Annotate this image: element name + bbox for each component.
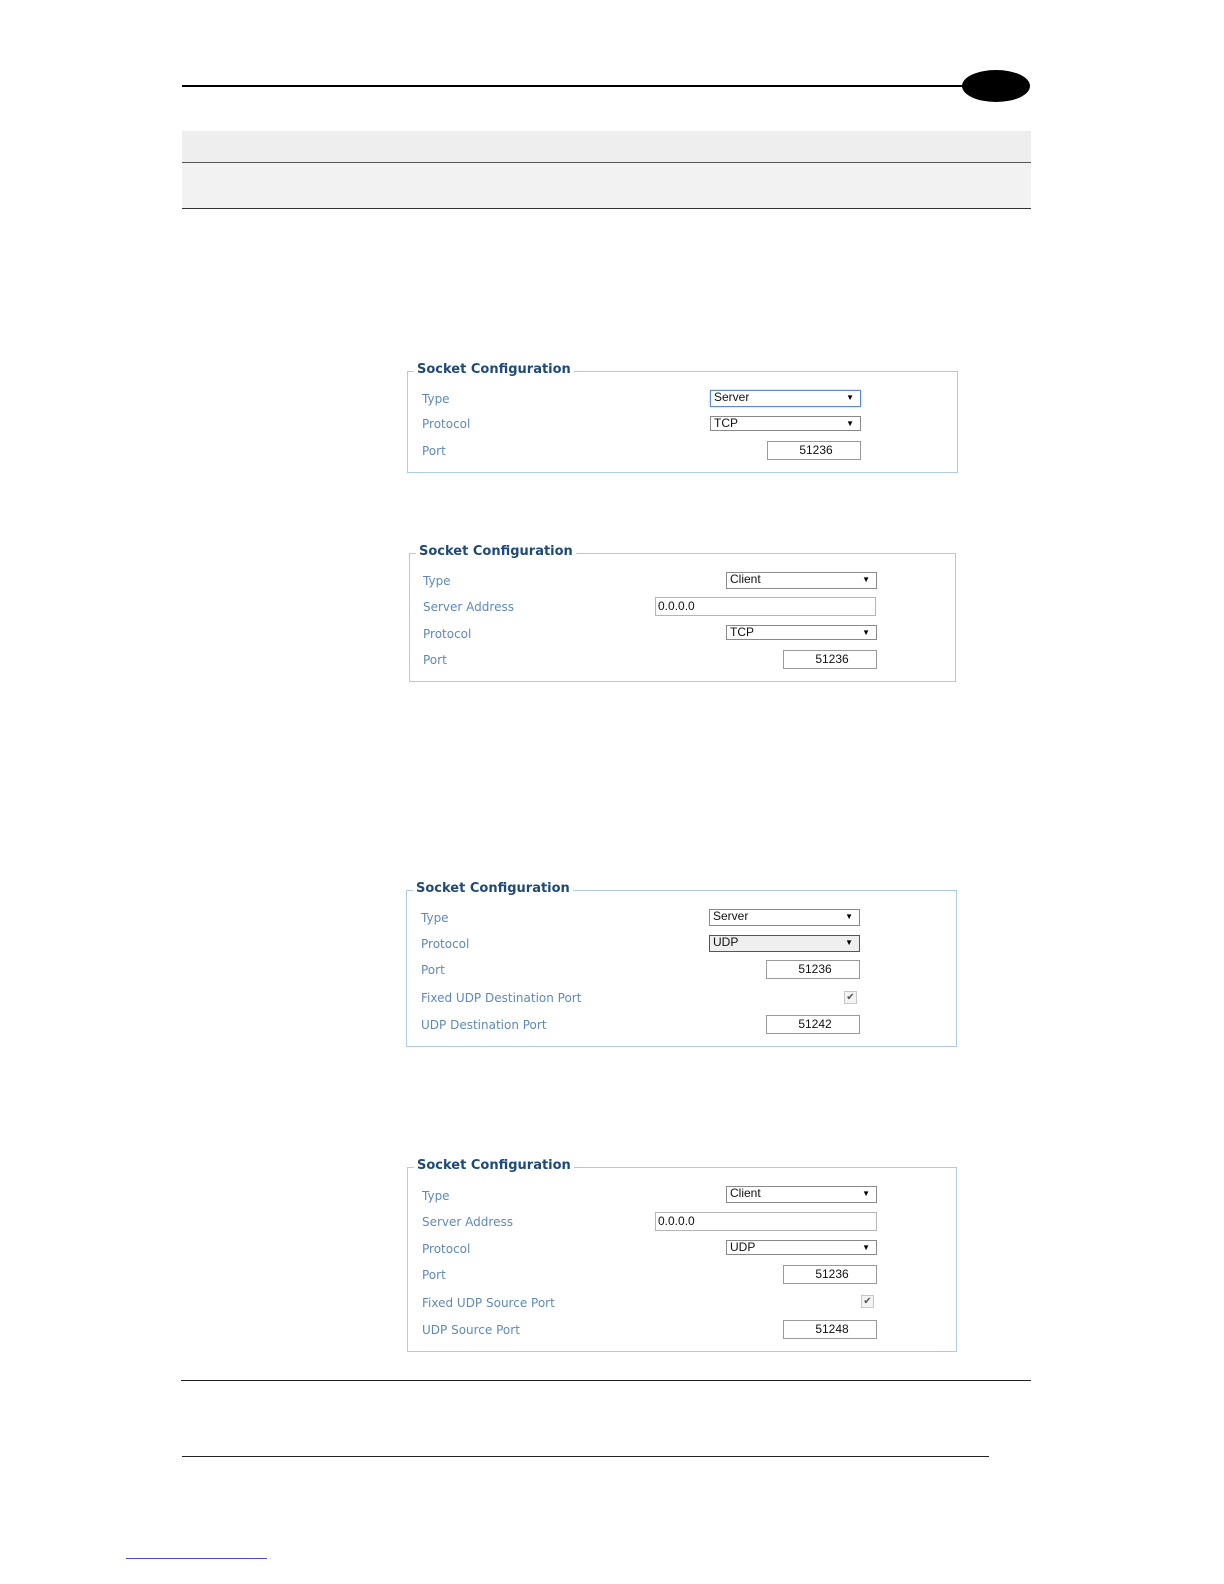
panel-legend: Socket Configuration xyxy=(414,361,574,379)
udp-source-port-label: UDP Source Port xyxy=(422,1323,520,1337)
panel-legend: Socket Configuration xyxy=(414,1157,574,1175)
protocol-label: Protocol xyxy=(423,627,472,641)
footer-link-underline[interactable] xyxy=(126,1558,267,1559)
dropdown-arrow-icon: ▼ xyxy=(846,393,854,402)
type-select[interactable] xyxy=(726,572,877,589)
udp-destination-port-label: UDP Destination Port xyxy=(421,1018,547,1032)
dropdown-arrow-icon: ▼ xyxy=(862,575,870,584)
type-select[interactable] xyxy=(726,1186,877,1203)
server-address-input[interactable]: 0.0.0.0 xyxy=(655,1212,877,1231)
socket-config-panel-client-tcp xyxy=(409,544,956,682)
udp-source-port-input[interactable]: 51248 xyxy=(783,1320,877,1339)
protocol-label: Protocol xyxy=(422,417,471,431)
protocol-value: TCP xyxy=(714,416,738,430)
type-label: Type xyxy=(422,1189,450,1203)
server-address-input[interactable]: 0.0.0.0 xyxy=(655,597,876,616)
type-value: Server xyxy=(713,909,749,923)
protocol-select[interactable] xyxy=(710,416,861,431)
port-label: Port xyxy=(422,1268,446,1282)
type-select[interactable] xyxy=(709,909,860,926)
fixed-udp-destination-port-checkbox[interactable] xyxy=(844,991,857,1004)
table-row-band xyxy=(182,163,1031,209)
dropdown-arrow-icon: ▼ xyxy=(845,912,853,921)
port-label: Port xyxy=(421,963,445,977)
port-label: Port xyxy=(423,653,447,667)
fixed-udp-source-port-checkbox[interactable] xyxy=(861,1295,874,1308)
type-select[interactable] xyxy=(710,390,861,407)
panel-legend: Socket Configuration xyxy=(413,880,573,898)
fixed-udp-source-port-label: Fixed UDP Source Port xyxy=(422,1296,555,1310)
dropdown-arrow-icon: ▼ xyxy=(862,1243,870,1252)
socket-config-panel-server-udp xyxy=(406,881,957,1047)
dropdown-arrow-icon: ▼ xyxy=(862,628,870,637)
dropdown-arrow-icon: ▼ xyxy=(846,419,854,428)
type-value: Client xyxy=(730,572,761,586)
chapter-tab xyxy=(962,70,1030,102)
udp-destination-port-input[interactable]: 51242 xyxy=(766,1015,860,1034)
port-input[interactable]: 51236 xyxy=(766,960,860,979)
socket-config-panel-client-udp xyxy=(407,1158,957,1352)
dropdown-arrow-icon: ▼ xyxy=(845,938,853,947)
header-rule xyxy=(182,85,972,87)
protocol-value: UDP xyxy=(713,935,739,949)
checkmark-icon: ✔ xyxy=(846,992,855,1003)
type-value: Server xyxy=(714,390,750,404)
protocol-select[interactable] xyxy=(726,1240,877,1255)
table-bottom-rule xyxy=(181,1380,1031,1381)
protocol-label: Protocol xyxy=(421,937,470,951)
protocol-select[interactable] xyxy=(726,625,877,640)
table-header-band xyxy=(182,131,1031,163)
server-address-label: Server Address xyxy=(423,600,514,614)
protocol-value: TCP xyxy=(730,625,754,639)
type-label: Type xyxy=(421,911,449,925)
footer-rule xyxy=(182,1456,989,1457)
type-label: Type xyxy=(422,392,450,406)
server-address-label: Server Address xyxy=(422,1215,513,1229)
type-value: Client xyxy=(730,1186,761,1200)
protocol-select[interactable] xyxy=(709,935,860,952)
socket-config-panel-server-tcp xyxy=(407,362,958,473)
type-label: Type xyxy=(423,574,451,588)
port-input[interactable]: 51236 xyxy=(767,441,861,460)
checkmark-icon: ✔ xyxy=(863,1296,872,1307)
protocol-label: Protocol xyxy=(422,1242,471,1256)
protocol-value: UDP xyxy=(730,1240,756,1254)
port-label: Port xyxy=(422,444,446,458)
port-input[interactable]: 51236 xyxy=(783,650,877,669)
port-input[interactable]: 51236 xyxy=(783,1265,877,1284)
panel-legend: Socket Configuration xyxy=(416,543,576,561)
fixed-udp-destination-port-label: Fixed UDP Destination Port xyxy=(421,991,582,1005)
dropdown-arrow-icon: ▼ xyxy=(862,1189,870,1198)
